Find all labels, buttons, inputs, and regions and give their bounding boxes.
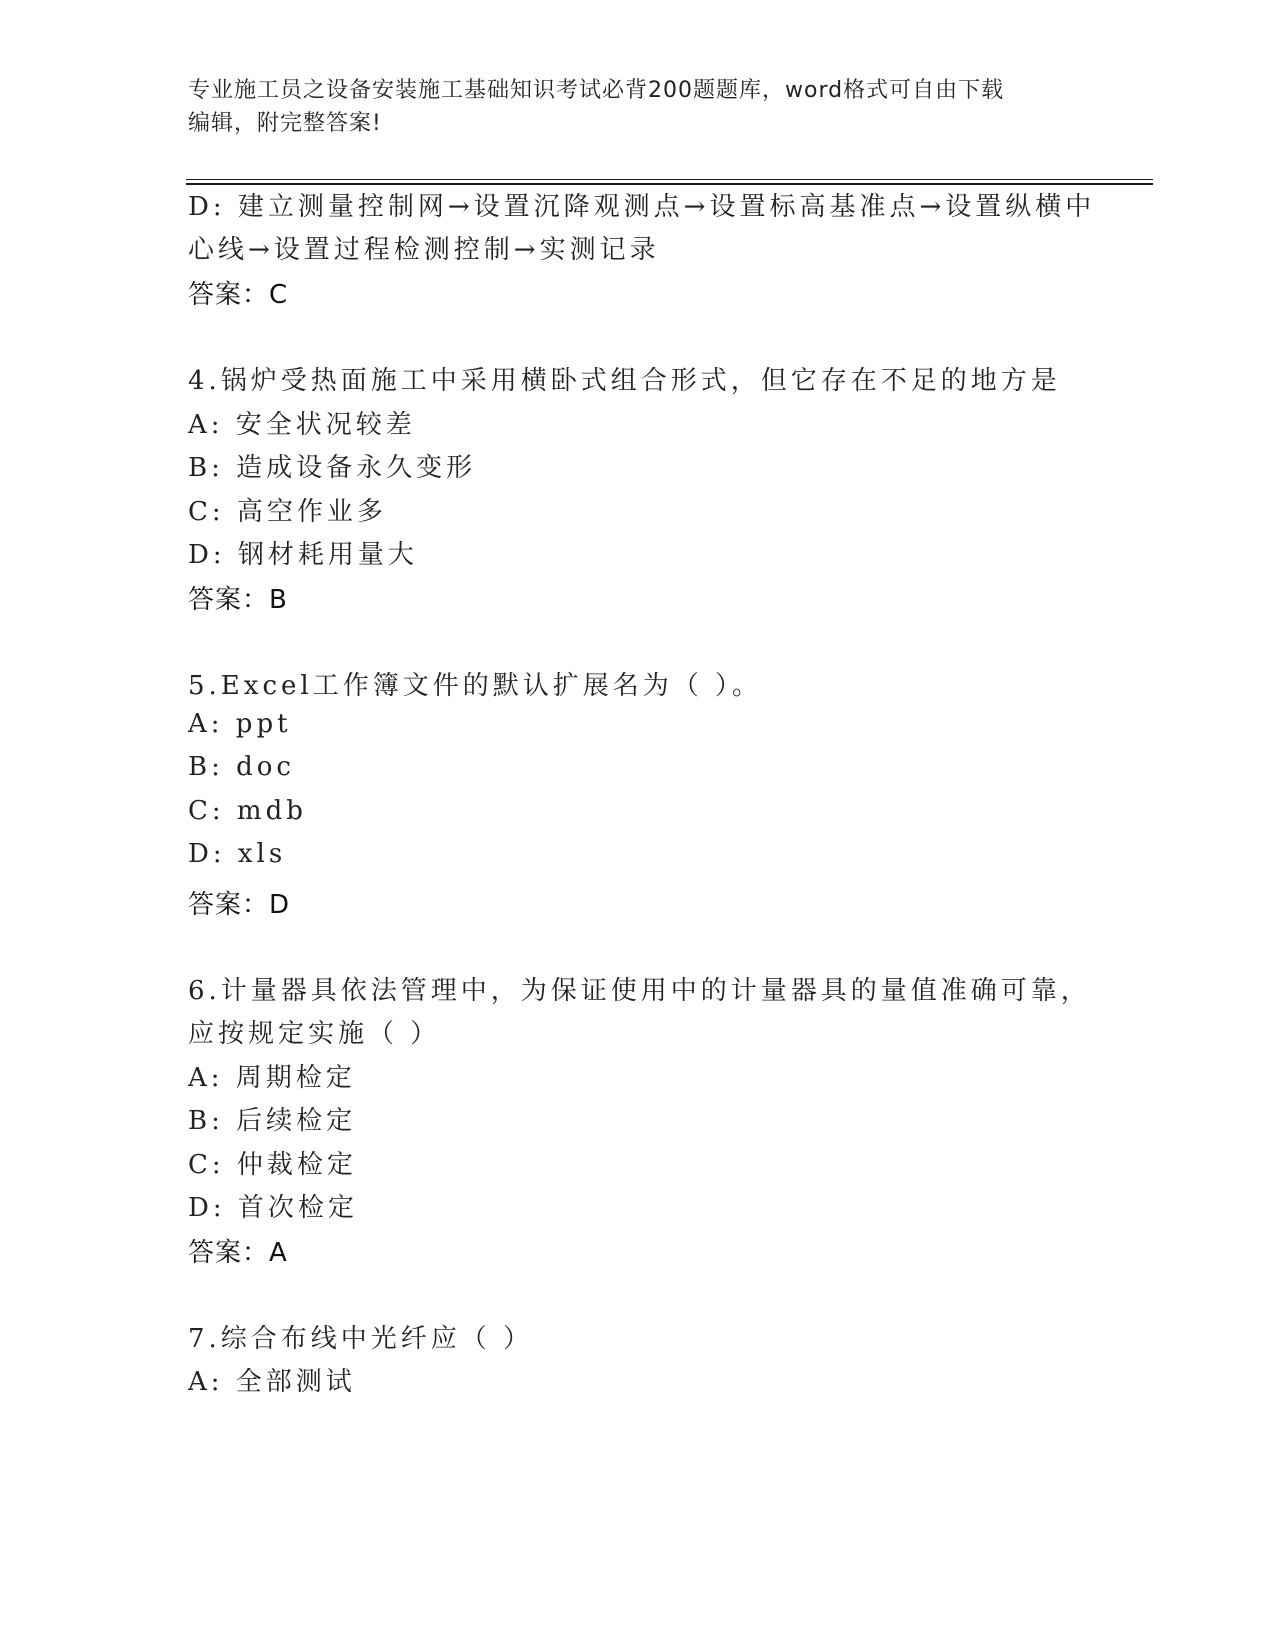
q3-option-d-line2: 心线→设置过程检测控制→实测记录 [188, 235, 660, 265]
q6-question-line2: 应按规定实施（ ） [188, 1019, 441, 1049]
q6-option-d: D: 首次检定 [188, 1193, 358, 1223]
header-divider-thick [186, 183, 1153, 185]
q6-question-line1: 6.计量器具依法管理中，为保证使用中的计量器具的量值准确可靠， [188, 976, 1091, 1006]
q5-option-d: D: xls [188, 839, 287, 869]
q4-option-b: B: 造成设备永久变形 [188, 453, 477, 483]
header-title-line2: 编辑，附完整答案! [188, 111, 382, 136]
q5-option-a: A: ppt [188, 709, 292, 739]
header-title-line1: 专业施工员之设备安装施工基础知识考试必背200题题库，word格式可自由下载 [188, 78, 1005, 103]
q4-question: 4.锅炉受热面施工中采用横卧式组合形式，但它存在不足的地方是 [188, 366, 1061, 396]
q3-option-d-line1: D: 建立测量控制网→设置沉降观测点→设置标高基准点→设置纵横中 [188, 192, 1096, 222]
q6-option-b: B: 后续检定 [188, 1106, 357, 1136]
q7-question: 7.综合布线中光纤应（ ） [188, 1324, 534, 1354]
q5-answer: 答案：D [188, 890, 291, 920]
q3-answer: 答案：C [188, 280, 289, 310]
q6-option-a: A: 周期检定 [188, 1063, 356, 1093]
q7-option-a: A: 全部测试 [188, 1367, 356, 1397]
q4-option-d: D: 钢材耗用量大 [188, 540, 418, 570]
header-divider-thin [186, 179, 1153, 180]
q5-option-b: B: doc [188, 752, 295, 782]
q4-option-a: A: 安全状况较差 [188, 410, 416, 440]
q4-option-c: C: 高空作业多 [188, 497, 387, 527]
q5-question: 5.Excel工作簿文件的默认扩展名为（ ）。 [188, 671, 762, 701]
document-header [188, 74, 1068, 140]
q6-option-c: C: 仲裁检定 [188, 1150, 357, 1180]
q5-option-c: C: mdb [188, 796, 307, 826]
q6-answer: 答案：A [188, 1238, 288, 1268]
q4-answer: 答案：B [188, 585, 288, 615]
